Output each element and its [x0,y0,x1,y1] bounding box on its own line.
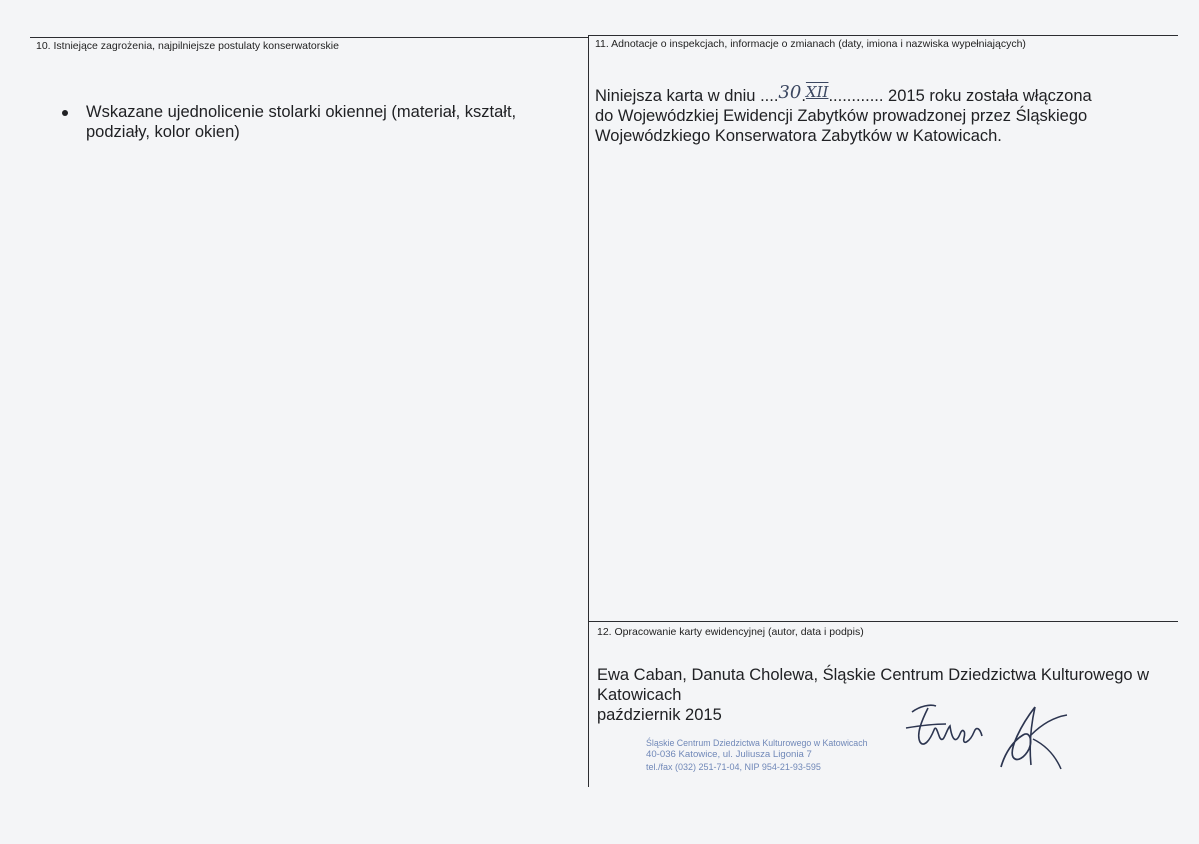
line1-suffix: 2015 roku została włączona [883,87,1092,105]
bullet-dot [62,110,68,116]
dots-a: .... [760,87,779,105]
stamp-line-1: Śląskie Centrum Dziedzictwa Kulturowego w Katowicach [646,738,868,748]
section12-label: 12. Opracowanie karty ewidencyjnej (autor, data i podpis) [597,626,864,638]
bullet-line-1: Wskazane ujednolicenie stolarki okiennej (materiał, kształt, [86,103,517,121]
section12-line-2: Katowicach [597,686,682,704]
section10-label: 10. Istniejące zagrożenia, najpilniejsze postulaty konserwatorskie [36,40,339,52]
handwritten-month: XII [805,83,829,101]
section11-line-3: Wojewódzkiego Konserwatora Zabytków w Katowicach. [595,127,1002,145]
section12-text [597,665,1177,725]
signature-1 [900,690,995,760]
section12-line-3: październik 2015 [597,706,722,724]
institution-stamp [646,737,868,773]
handwritten-day: 30 [778,82,802,103]
section12-line-1: Ewa Caban, Danuta Cholewa, Śląskie Centrum Dziedzictwa Kulturowego w [597,666,1150,684]
dots-c: ............ [828,87,884,105]
top-rule-right [588,35,1178,36]
signature-2 [995,695,1075,775]
dots-b: . [801,87,806,105]
section10-bullet-text [86,102,566,142]
top-rule-left [30,37,588,38]
section12-rule [588,621,1178,622]
stamp-line-3: tel./fax (032) 251-71-04, NIP 954-21-93-595 [646,762,821,772]
section11-line-1 [595,82,1155,106]
section11-label: 11. Adnotacje o inspekcjach, informacje o zmianach (daty, imiona i nazwiska wypełniających) [595,38,1026,50]
section11-text [595,82,1155,146]
bullet-line-2: podziały, kolor okien) [86,123,240,141]
stamp-line-2: 40-036 Katowice, ul. Juliusza Ligonia 7 [646,749,812,760]
line1-prefix: Niniejsza karta w dniu [595,87,761,105]
column-divider [588,35,589,787]
section11-line-2: do Wojewódzkiej Ewidencji Zabytków prowadzonej przez Śląskiego [595,107,1088,125]
